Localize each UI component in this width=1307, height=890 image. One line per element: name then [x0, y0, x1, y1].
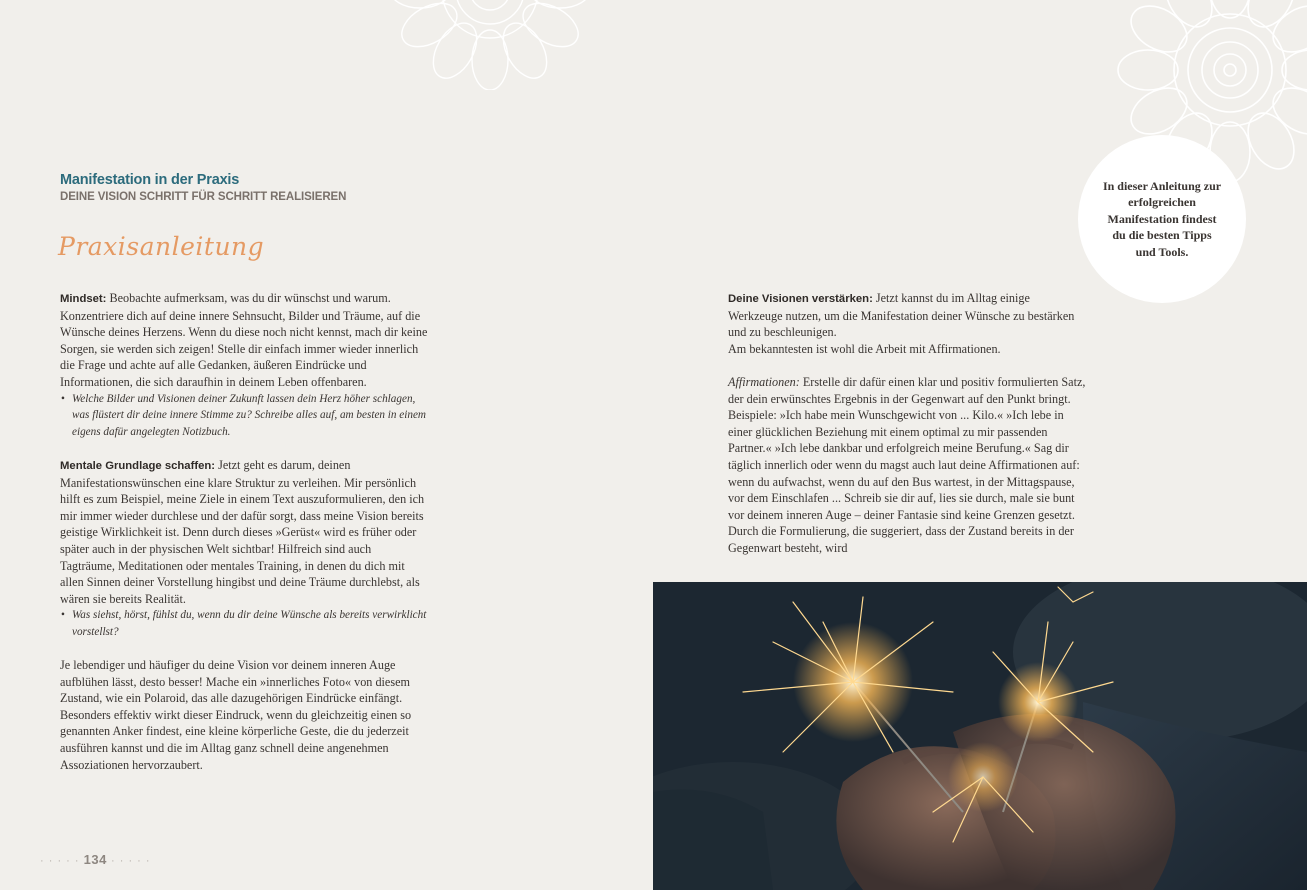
section-heading: Praxisanleitung — [58, 232, 265, 261]
visions-lead: Deine Visionen verstärken: — [728, 293, 873, 305]
affirmations-lead: Affirmationen: — [728, 374, 800, 389]
left-text-column — [60, 290, 428, 773]
page-number-value: 134 — [83, 852, 107, 867]
sparkler-illustration — [653, 582, 1307, 890]
mindset-text: Beobachte aufmerksam, was du dir wünschst und warum. Konzentriere dich auf deine innere Sehnsucht, Bilder und Träume, auf die Wünsche deines Herzens. Wenn du diese noch nicht kennst, mach dir keine Sorgen, sie werden sich zeigen! Stelle dir einfach immer wieder innerlich die Frage und achte auf alle Gedanken, äußeren Eindrücke und Informationen, die sich daraufhin in deinem Leben offenbaren. — [60, 291, 428, 389]
mandala-ornament-top-center — [360, 0, 620, 90]
mindset-paragraph — [60, 290, 428, 391]
callout-text: In dieser Anleitung zur erfolgreichen Manifestation findest du die besten Tipps und Tools. — [1102, 178, 1222, 259]
page-number: · · · · · 134 · · · · · — [40, 852, 151, 867]
visions-text: Jetzt kannst du im Alltag einige Werkzeuge nutzen, um die Manifestation deiner Wünsche zu bestärken und zu beschleunigen. — [728, 291, 1075, 340]
right-text-column — [728, 290, 1086, 557]
mental-lead: Mentale Grundlage schaffen: — [60, 459, 216, 472]
visions-paragraph-2: Am bekanntesten ist wohl die Arbeit mit Affirmationen. — [728, 341, 1001, 356]
callout-circle — [1078, 135, 1246, 303]
mindset-lead: Mindset: — [60, 293, 107, 305]
chapter-subtitle: DEINE VISION SCHRITT FÜR SCHRITT REALISIEREN — [60, 191, 347, 203]
affirmations-paragraph — [728, 374, 1086, 557]
mental-text: Jetzt geht es darum, deinen Manifestationswünschen eine klare Struktur zu verleihen. Mir persönlich hilft es zum Beispiel, meine Ziele in einem Text auszuformulieren, den ich mir immer wieder durchlese und der dafür sorgt, dass meine Vision bereits geistige Wirklichkeit ist. Denn durch dieses »Gerüst« wird es früher oder später auch in der physischen Welt sichtbar! Hilfreich sind auch Tagträume, Meditationen oder mentales Training, in denen du dich mit allen Sinnen deiner Vorstellung hingibst und deine Träume durchlebst, als wären sie bereits Realität. — [60, 457, 425, 606]
affirmations-text: Erstelle dir dafür einen klar und positiv formulierten Satz, der dein erwünschtes Ergebnis in der Gegenwart auf den Punkt bringt. Beispiele: »Ich habe mein Wunschgewicht von ... Kilo.« »Ich lebe in einer glücklichen Beziehung mit einem optimal zu mir passenden Partner.« »Ich lebe dankbar und erfolgreich meine Berufung.« Sag dir täglich innerlich oder wenn du magst auch laut deine Affirmationen auf: wenn du aufwachst, wenn du auf den Bus wartest, in der Mittagspause, vor dem Einschlafen ... Schreib sie dir auf, lies sie durch, male sie bunt vor deinem inneren Auge – deiner Fantasie sind keine Grenzen gesetzt. Durch die Formulierung, die suggeriert, dass der Zustand bereits in der Gegenwart besteht, wird — [728, 374, 1086, 555]
visions-paragraph — [728, 290, 1086, 341]
chapter-title: Manifestation in der Praxis — [60, 172, 240, 188]
mental-paragraph — [60, 457, 428, 607]
closing-paragraph: Je lebendiger und häufiger du deine Vision vor deinem inneren Auge aufblühen lässt, desto besser! Mache ein »innerliches Foto« von diesem Zustand, wie ein Polaroid, das alle dazugehörigen Eindrücke einfängt. Besonders effektiv wirkt dieser Eindruck, wenn du gleichzeitig einen so genannten Anker findest, eine kleine körperliche Geste, die du jederzeit ausführen kannst und die im Alltag ganz schnell deine angenehmen Assoziationen hervorzaubert. — [60, 658, 412, 772]
hands-holding-sparkler-image — [653, 582, 1307, 890]
mindset-bullet: • Welche Bilder und Visionen deiner Zukunft lassen dein Herz höher schlagen, was flüstert dir deine innere Stimme zu? Schreibe alles auf, am besten in einem eigens dafür angelegten Notizbuch. — [60, 391, 428, 441]
mental-bullet: • Was siehst, hörst, fühlst du, wenn du dir deine Wünsche als bereits verwirklicht vorstellst? — [60, 607, 428, 640]
